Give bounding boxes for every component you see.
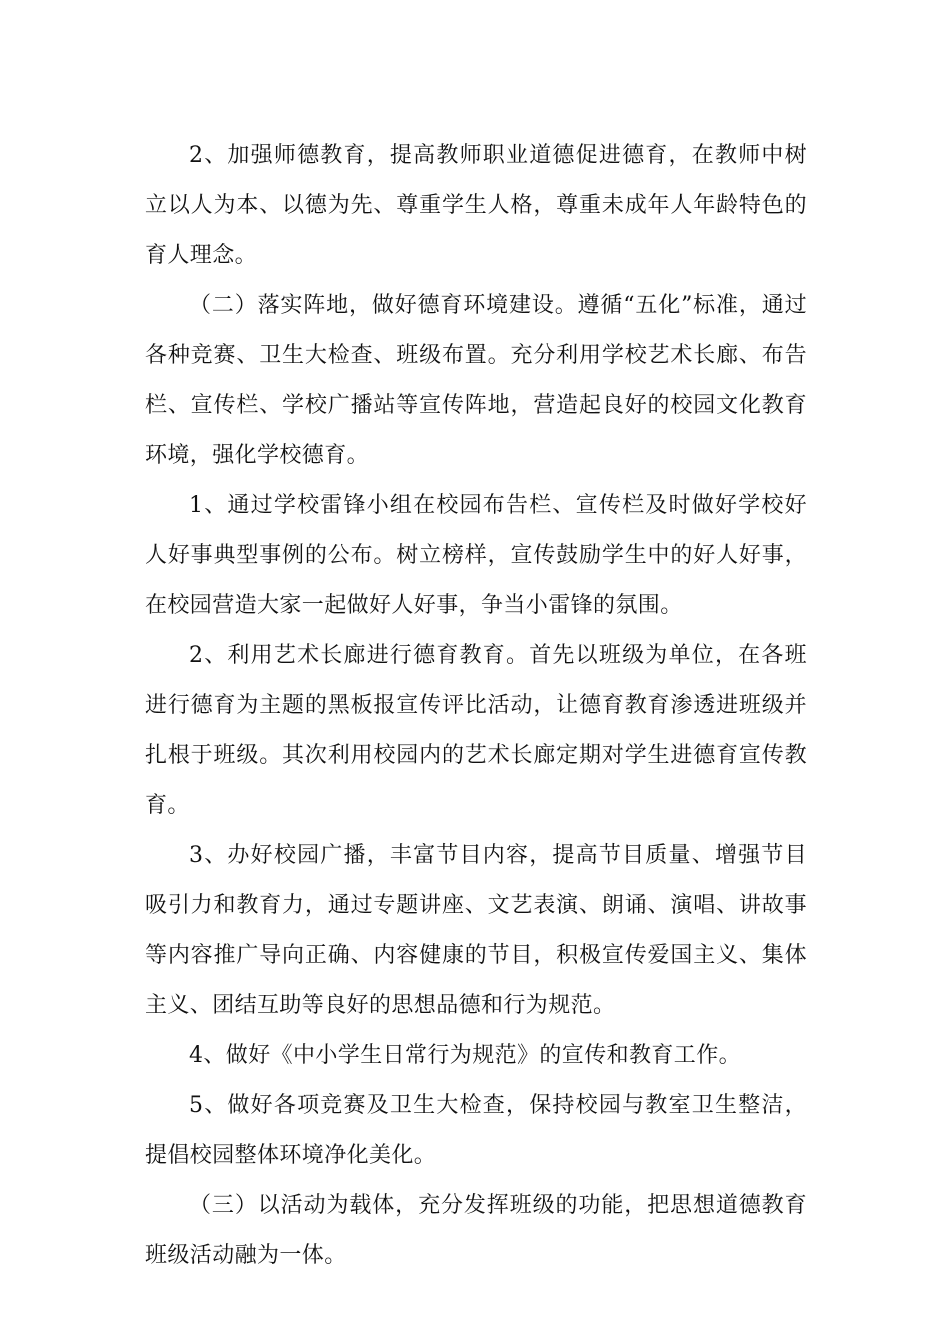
paragraph-hygiene-inspection: 5、做好各项竞赛及卫生大检查，保持校园与教室卫生整洁，提倡校园整体环境净化美化。 — [145, 1093, 807, 1168]
paragraph-campus-broadcast: 3、办好校园广播，丰富节目内容，提高节目质量、增强节目吸引力和教育力，通过专题讲座、文艺表演、朗诵、演唱、讲故事等内容推广导向正确、内容健康的节目，积极宣传爱国主义、集体主义、团结互助等良好的思想品德和行为规范。 — [145, 843, 807, 1018]
paragraph-art-corridor: 2、利用艺术长廊进行德育教育。首先以班级为单位，在各班进行德育为主题的黑板报宣传评比活动，让德育教育渗透进班级并扎根于班级。其次利用校园内的艺术长廊定期对学生进德育宣传教育。 — [145, 643, 807, 818]
document-page — [145, 131, 807, 1281]
paragraph-leifeng-group: 1、通过学校雷锋小组在校园布告栏、宣传栏及时做好学校好人好事典型事例的公布。树立榜样，宣传鼓励学生中的好人好事，在校园营造大家一起做好人好事，争当小雷锋的氛围。 — [145, 493, 807, 618]
paragraph-section-two-heading: （二）落实阵地，做好德育环境建设。遵循“五化”标准，通过各种竞赛、卫生大检查、班级布置。充分利用学校艺术长廊、布告栏、宣传栏、学校广播站等宣传阵地，营造起良好的校园文化教育环境，强化学校德育。 — [145, 293, 807, 468]
paragraph-behavior-norms: 4、做好《中小学生日常行为规范》的宣传和教育工作。 — [189, 1043, 741, 1068]
paragraph-teacher-ethics: 2、加强师德教育，提高教师职业道德促进德育，在教师中树立以人为本、以德为先、尊重学生人格，尊重未成年人年龄特色的育人理念。 — [145, 143, 807, 268]
paragraph-section-three-heading: （三）以活动为载体，充分发挥班级的功能，把思想道德教育班级活动融为一体。 — [145, 1193, 807, 1268]
